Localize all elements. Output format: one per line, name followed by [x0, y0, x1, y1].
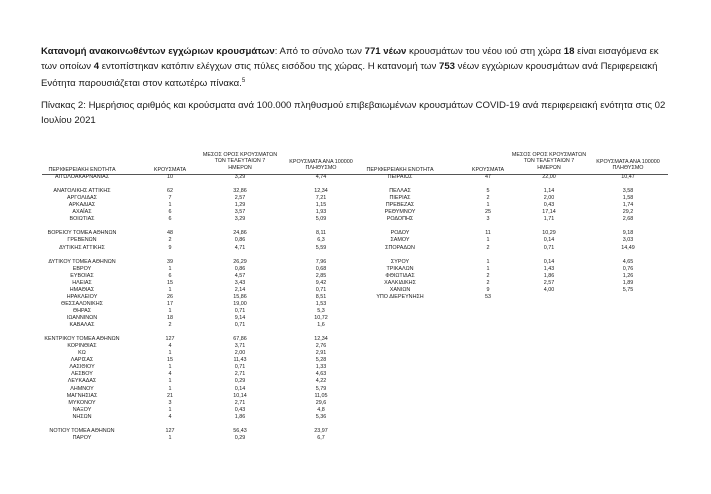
- table-row: [360, 202, 668, 209]
- avg-cell: 0,29: [234, 378, 246, 385]
- per100k-cell: 4,65: [622, 258, 634, 265]
- avg-cell: 19,00: [233, 300, 247, 307]
- avg-cell: 10,29: [542, 230, 556, 237]
- intro-bold-lead: Κατανομή ανακοινωθέντων εγχώριων κρουσμάτων: [41, 46, 275, 57]
- avg-cell: 2,71: [234, 371, 246, 378]
- unit-cell: ΗΡΑΚΛΕΙΟΥ: [66, 293, 98, 300]
- cases-cell: 2: [168, 237, 172, 244]
- left-header-avg-line3: ΗΜΕΡΩΝ: [228, 164, 252, 171]
- cases-cell: 1: [168, 434, 172, 441]
- avg-cell: 0,14: [543, 258, 555, 265]
- per100k-cell: 2,68: [622, 216, 634, 223]
- table-row: [360, 294, 668, 301]
- avg-cell: 4,71: [234, 244, 246, 251]
- per100k-cell: 3,03: [622, 237, 634, 244]
- unit-cell: ΑΧΑΪΑΣ: [72, 209, 92, 216]
- table-row: [42, 386, 362, 393]
- avg-cell: 17,14: [542, 209, 556, 216]
- unit-cell: ΒΟΙΩΤΙΑΣ: [69, 216, 95, 223]
- per100k-cell: 3,58: [622, 188, 634, 195]
- table-spacer-row: [360, 252, 668, 259]
- table-row: [360, 287, 668, 294]
- per100k-cell: 7,21: [315, 195, 327, 202]
- avg-cell: 3,57: [234, 209, 246, 216]
- per100k-cell: 5,59: [315, 244, 327, 251]
- table-row: [42, 174, 362, 181]
- intro-paragraph: [41, 44, 671, 91]
- avg-cell: 0,71: [234, 307, 246, 314]
- per100k-cell: 14,49: [621, 244, 635, 251]
- table-row: [42, 322, 362, 329]
- table-row: [360, 259, 668, 266]
- table-row: [360, 216, 668, 223]
- unit-cell: ΑΡΚΑΔΙΑΣ: [68, 202, 96, 209]
- per100k-cell: 12,34: [314, 336, 328, 343]
- per100k-cell: 6,3: [317, 237, 325, 244]
- per100k-cell: 4,8: [317, 406, 325, 413]
- cases-cell: 1: [486, 237, 490, 244]
- unit-cell: ΣΠΟΡΑΔΩΝ: [385, 244, 415, 251]
- table-row: [42, 414, 362, 421]
- unit-cell: ΔΥΤΙΚΟΥ ΤΟΜΕΑ ΑΘΗΝΩΝ: [48, 258, 116, 265]
- table-row: [360, 188, 668, 195]
- per100k-cell: 1,33: [315, 364, 327, 371]
- cases-cell: 9: [486, 286, 490, 293]
- unit-cell: ΡΟΔΟΠΗΣ: [386, 216, 414, 223]
- unit-cell: ΦΘΙΩΤΙΔΑΣ: [385, 272, 415, 279]
- avg-cell: 2,00: [543, 195, 555, 202]
- table-row: [42, 336, 362, 343]
- avg-cell: 4,57: [234, 272, 246, 279]
- table-row: [42, 315, 362, 322]
- table-row: [360, 237, 668, 244]
- per100k-cell: 0,68: [315, 265, 327, 272]
- table-spacer-row: [42, 223, 362, 230]
- avg-cell: 3,43: [234, 279, 246, 286]
- unit-cell: ΠΡΕΒΕΖΑΣ: [385, 202, 415, 209]
- per100k-cell: 0,71: [315, 286, 327, 293]
- avg-cell: 0,71: [234, 322, 246, 329]
- cases-cell: 1: [168, 406, 172, 413]
- unit-cell: ΑΝΑΤΟΛΙΚΗΣ ΑΤΤΙΚΗΣ: [53, 188, 111, 195]
- left-header-per100k-line1: ΚΡΟΥΣΜΑΤΑ ΑΝΑ 100000: [289, 159, 353, 165]
- avg-cell: 3,29: [234, 216, 246, 223]
- table-row: [42, 195, 362, 202]
- per100k-cell: 4,74: [315, 174, 327, 180]
- per100k-cell: 4,22: [315, 378, 327, 385]
- table-spacer-row: [360, 181, 668, 188]
- right-header-avg-line2: ΤΩΝ ΤΕΛΕΥΤΑΙΩΝ 7: [523, 158, 575, 165]
- table-row: [360, 209, 668, 216]
- cases-cell: 11: [485, 230, 491, 237]
- cases-cell: 2: [168, 322, 172, 329]
- avg-cell: 56,43: [233, 427, 247, 434]
- unit-cell: ΓΡΕΒΕΝΩΝ: [67, 237, 97, 244]
- intro-border-cases: 4: [93, 61, 100, 72]
- cases-cell: 1: [168, 202, 172, 209]
- table-spacer-row: [42, 252, 362, 259]
- unit-cell: ΑΡΓΟΛΙΔΑΣ: [67, 195, 97, 202]
- unit-cell: ΣΑΜΟΥ: [390, 237, 410, 244]
- table-row: [42, 280, 362, 287]
- unit-cell: ΧΑΛΚΙΔΙΚΗΣ: [384, 279, 416, 286]
- unit-cell: ΡΟΔΟΥ: [390, 230, 410, 237]
- unit-cell: ΛΗΜΝΟΥ: [70, 385, 94, 392]
- unit-cell: ΠΙΕΡΙΑΣ: [389, 195, 411, 202]
- per100k-cell: 1,74: [622, 202, 634, 209]
- per100k-cell: 5,79: [315, 385, 327, 392]
- avg-cell: 0,29: [234, 434, 246, 441]
- unit-cell: ΛΕΥΚΑΔΑΣ: [67, 378, 97, 385]
- table-row: [42, 407, 362, 414]
- per100k-cell: 11,05: [314, 392, 328, 399]
- left-header-avg: [201, 152, 279, 171]
- unit-cell: ΔΥΤΙΚΗΣ ΑΤΤΙΚΗΣ: [59, 244, 105, 251]
- per100k-cell: 5,28: [315, 357, 327, 364]
- avg-cell: 2,00: [234, 350, 246, 357]
- table-row: [42, 393, 362, 400]
- per100k-cell: 1,6: [317, 322, 325, 329]
- unit-cell: ΝΟΤΙΟΥ ΤΟΜΕΑ ΑΘΗΝΩΝ: [49, 427, 115, 434]
- intro-text-4: εντοπίστηκαν κατόπιν ελέγχων στις πύλες εισόδου της χώρας. Η κατανομή των: [99, 61, 439, 72]
- avg-cell: 11,43: [233, 357, 247, 364]
- avg-cell: 1,86: [543, 272, 555, 279]
- unit-cell: ΣΥΡΟΥ: [390, 258, 410, 265]
- cases-cell: 1: [168, 286, 172, 293]
- per100k-cell: 4,63: [315, 371, 327, 378]
- intro-imported-cases: 18: [563, 46, 575, 57]
- avg-cell: 0,86: [234, 237, 246, 244]
- avg-cell: 0,86: [234, 265, 246, 272]
- avg-cell: 0,71: [234, 364, 246, 371]
- per100k-cell: 1,26: [622, 272, 634, 279]
- left-header-cases: ΚΡΟΥΣΜΑΤΑ: [153, 167, 187, 173]
- unit-cell: ΝΗΣΩΝ: [72, 413, 92, 420]
- avg-cell: 2,57: [234, 195, 246, 202]
- unit-cell: ΜΑΓΝΗΣΙΑΣ: [66, 392, 98, 399]
- cases-cell: 15: [167, 279, 173, 286]
- unit-cell: ΛΕΣΒΟΥ: [71, 371, 93, 378]
- avg-cell: 2,14: [234, 286, 246, 293]
- unit-cell: ΝΑΞΟΥ: [72, 406, 92, 413]
- table-caption: Πίνακας 2: Ημερήσιος αριθμός και κρούσματα ανά 100.000 πληθυσμού επιβεβαιωμένων κρουσμάτων COVID-19 ανά περιφερειακή ενότητα στις 02 Ιουλίου 2021: [41, 100, 666, 126]
- table-spacer-row: [42, 421, 362, 428]
- avg-cell: 3,29: [234, 174, 246, 180]
- table-row: [42, 230, 362, 237]
- table-row: [42, 371, 362, 378]
- cases-cell: 53: [485, 293, 491, 300]
- cases-cell: 6: [168, 216, 172, 223]
- per100k-cell: 10,72: [314, 315, 328, 321]
- cases-cell: 62: [167, 188, 173, 195]
- unit-cell: ΠΕΙΡΑΙΩΣ: [387, 174, 413, 180]
- intro-footnote-ref: 5: [241, 78, 246, 84]
- table-row: [42, 308, 362, 315]
- cases-cell: 17: [167, 300, 173, 307]
- unit-cell: ΕΥΒΟΙΑΣ: [70, 272, 94, 279]
- per100k-cell: 29,2: [622, 209, 634, 216]
- unit-cell: ΧΑΝΙΩΝ: [389, 286, 411, 293]
- cases-cell: 2: [486, 195, 490, 202]
- cases-cell: 39: [167, 258, 173, 265]
- cases-cell: 5: [486, 188, 490, 195]
- per100k-cell: 10,47: [621, 174, 635, 180]
- per100k-cell: 23,97: [314, 427, 328, 434]
- avg-cell: 26,29: [233, 258, 247, 265]
- cases-cell: 48: [167, 230, 173, 237]
- avg-cell: 2,57: [543, 279, 555, 286]
- avg-cell: 15,86: [233, 293, 247, 300]
- cases-cell: 18: [167, 315, 173, 321]
- table-row: [42, 294, 362, 301]
- per100k-cell: 0,76: [622, 265, 634, 272]
- cases-cell: 6: [168, 272, 172, 279]
- avg-cell: 10,14: [233, 392, 247, 399]
- unit-cell: ΚΩ: [78, 350, 86, 357]
- per100k-cell: 2,76: [315, 343, 327, 350]
- table-row: [42, 428, 362, 435]
- table-spacer-row: [360, 223, 668, 230]
- unit-cell: ΑΙΤΩΛΟΑΚΑΡΝΑΝΙΑΣ: [54, 174, 110, 180]
- table-row: [42, 350, 362, 357]
- table-row: [42, 266, 362, 273]
- unit-cell: ΗΛΕΙΑΣ: [72, 279, 92, 286]
- avg-cell: 0,43: [543, 202, 555, 209]
- unit-cell: ΜΥΚΟΝΟΥ: [68, 399, 96, 406]
- cases-cell: 9: [168, 244, 172, 251]
- table-row: [360, 266, 668, 273]
- cases-cell: 2: [486, 272, 490, 279]
- avg-cell: 0,14: [234, 385, 246, 392]
- intro-text-1: : Από το σύνολο των: [274, 46, 365, 57]
- per100k-cell: 5,3: [317, 307, 325, 314]
- avg-cell: 1,71: [543, 216, 555, 223]
- per100k-cell: 1,58: [622, 195, 634, 202]
- left-header-per100k-line2: ΠΛΗΘΥΣΜΟ: [305, 165, 337, 172]
- unit-cell: ΕΒΡΟΥ: [72, 265, 92, 272]
- cases-cell: 1: [168, 385, 172, 392]
- avg-cell: 32,86: [233, 188, 247, 195]
- right-header-per100k: [590, 159, 666, 172]
- unit-cell: ΠΕΛΛΑΣ: [389, 188, 411, 195]
- avg-cell: 4,00: [543, 286, 555, 293]
- avg-cell: 67,86: [233, 336, 247, 343]
- right-header-per100k-line2: ΠΛΗΘΥΣΜΟ: [612, 165, 644, 172]
- cases-cell: 1: [486, 265, 490, 272]
- unit-cell: ΒΟΡΕΙΟΥ ΤΟΜΕΑ ΑΘΗΝΩΝ: [47, 230, 117, 237]
- intro-text-3: είναι εισαγόμενα εκ των οποίων: [41, 46, 659, 72]
- per100k-cell: 9,42: [315, 279, 327, 286]
- intro-text-5: νέων εγχώριων κρουσμάτων ανά Περιφερειακή Ενότητα παρουσιάζεται στον κατωτέρω πίνακα.: [41, 61, 658, 90]
- table-row: [360, 280, 668, 287]
- left-header-avg-line2: ΤΩΝ ΤΕΛΕΥΤΑΙΩΝ 7: [214, 158, 266, 165]
- left-header-avg-line1: ΜΕΣΟΣ ΟΡΟΣ ΚΡΟΥΣΜΑΤΩΝ: [202, 152, 278, 158]
- cases-cell: 1: [168, 265, 172, 272]
- cases-cell: 7: [168, 195, 172, 202]
- avg-cell: 2,71: [234, 399, 246, 406]
- per100k-cell: 7,96: [315, 258, 327, 265]
- cases-cell: 2: [486, 244, 490, 251]
- left-header-unit: ΠΕΡΙΦΕΡΕΙΑΚΗ ΕΝΟΤΗΤΑ: [48, 167, 116, 173]
- table-row: [42, 435, 362, 442]
- cases-cell: 1: [168, 307, 172, 314]
- unit-cell: ΛΑΣΙΘΙΟΥ: [69, 364, 95, 371]
- unit-cell: ΗΜΑΘΙΑΣ: [69, 286, 95, 293]
- cases-cell: 127: [165, 427, 175, 434]
- cases-cell: 25: [485, 209, 491, 216]
- avg-cell: 3,71: [234, 343, 246, 350]
- table-row: [42, 357, 362, 364]
- per100k-cell: 5,36: [315, 413, 327, 420]
- per100k-cell: 9,18: [622, 230, 634, 237]
- table-row: [42, 245, 362, 252]
- unit-cell: ΘΕΣΣΑΛΟΝΙΚΗΣ: [61, 300, 103, 307]
- table-row: [42, 400, 362, 407]
- table-row: [42, 343, 362, 350]
- unit-cell: ΥΠΟ ΔΙΕΡΕΥΝΗΣΗ: [376, 293, 424, 300]
- cases-cell: 21: [167, 392, 173, 399]
- table-row: [42, 364, 362, 371]
- table-row: [42, 237, 362, 244]
- cases-cell: 26: [167, 293, 173, 300]
- table-row: [42, 188, 362, 195]
- avg-cell: 1,43: [543, 265, 555, 272]
- table-spacer-row: [42, 329, 362, 336]
- avg-cell: 0,14: [543, 237, 555, 244]
- table-row: [42, 378, 362, 385]
- unit-cell: ΤΡΙΚΑΛΩΝ: [386, 265, 414, 272]
- avg-cell: 1,14: [543, 188, 555, 195]
- cases-cell: 6: [168, 209, 172, 216]
- table-row: [42, 301, 362, 308]
- intro-domestic-cases: 753: [439, 61, 456, 72]
- per100k-cell: 6,7: [317, 434, 325, 441]
- unit-cell: ΘΗΡΑΣ: [72, 307, 92, 314]
- unit-cell: ΚΑΒΑΛΑΣ: [69, 322, 95, 329]
- table-row: [42, 259, 362, 266]
- left-header-per100k: [283, 159, 359, 172]
- intro-total-cases: 771 νέων: [364, 46, 407, 57]
- table-row: [360, 230, 668, 237]
- intro-text-2: κρουσμάτων του νέου ιού στη χώρα: [406, 46, 564, 57]
- right-header-cases: ΚΡΟΥΣΜΑΤΑ: [471, 167, 505, 173]
- table-row: [360, 174, 668, 181]
- cases-cell: 127: [165, 336, 175, 343]
- avg-cell: 24,86: [233, 230, 247, 237]
- table-row: [360, 195, 668, 202]
- cases-cell: 4: [168, 413, 172, 420]
- cases-cell: 2: [486, 279, 490, 286]
- cases-cell: 1: [486, 258, 490, 265]
- cases-cell: 4: [168, 371, 172, 378]
- table-row: [360, 245, 668, 252]
- per100k-cell: 12,34: [314, 188, 328, 195]
- table-row: [42, 273, 362, 280]
- right-header-avg: [510, 152, 588, 171]
- unit-cell: ΡΕΘΥΜΝΟΥ: [384, 209, 416, 216]
- avg-cell: 22,00: [542, 174, 556, 180]
- right-header-avg-line1: ΜΕΣΟΣ ΟΡΟΣ ΚΡΟΥΣΜΑΤΩΝ: [511, 152, 587, 158]
- cases-cell: 1: [168, 378, 172, 385]
- cases-cell: 15: [167, 357, 173, 364]
- avg-cell: 0,71: [543, 244, 555, 251]
- avg-cell: 1,86: [234, 413, 246, 420]
- cases-cell: 47: [485, 174, 491, 180]
- unit-cell: ΚΕΝΤΡΙΚΟΥ ΤΟΜΕΑ ΑΘΗΝΩΝ: [44, 336, 120, 343]
- right-header-per100k-line1: ΚΡΟΥΣΜΑΤΑ ΑΝΑ 100000: [596, 159, 660, 165]
- unit-cell: ΛΑΡΙΣΑΣ: [70, 357, 94, 364]
- table-row: [42, 209, 362, 216]
- cases-cell: 3: [168, 399, 172, 406]
- per100k-cell: 1,53: [315, 300, 327, 307]
- cases-cell: 3: [486, 216, 490, 223]
- per100k-cell: 2,85: [315, 272, 327, 279]
- per100k-cell: 1,89: [622, 279, 634, 286]
- cases-cell: 1: [486, 202, 490, 209]
- table-row: [42, 216, 362, 223]
- right-header-unit: ΠΕΡΙΦΕΡΕΙΑΚΗ ΕΝΟΤΗΤΑ: [366, 167, 434, 173]
- per100k-cell: 8,51: [315, 293, 327, 300]
- per100k-cell: 5,09: [315, 216, 327, 223]
- table-spacer-row: [42, 181, 362, 188]
- unit-cell: ΚΟΡΙΝΘΙΑΣ: [67, 343, 97, 350]
- per100k-cell: 8,11: [315, 230, 327, 237]
- cases-cell: 1: [168, 350, 172, 357]
- unit-cell: ΙΩΑΝΝΙΝΩΝ: [66, 315, 98, 321]
- avg-cell: 9,14: [234, 315, 246, 321]
- per100k-cell: 29,6: [315, 399, 327, 406]
- cases-cell: 10: [167, 174, 173, 180]
- avg-cell: 0,43: [234, 406, 246, 413]
- per100k-cell: 1,93: [315, 209, 327, 216]
- per100k-cell: 2,91: [315, 350, 327, 357]
- cases-cell: 1: [168, 364, 172, 371]
- table-row: [42, 287, 362, 294]
- unit-cell: ΠΑΡΟΥ: [72, 434, 92, 441]
- per100k-cell: 1,15: [315, 202, 327, 209]
- avg-cell: 1,29: [234, 202, 246, 209]
- per100k-cell: 5,75: [622, 286, 634, 293]
- table-row: [360, 273, 668, 280]
- cases-cell: 4: [168, 343, 172, 350]
- right-header-avg-line3: ΗΜΕΡΩΝ: [537, 164, 561, 171]
